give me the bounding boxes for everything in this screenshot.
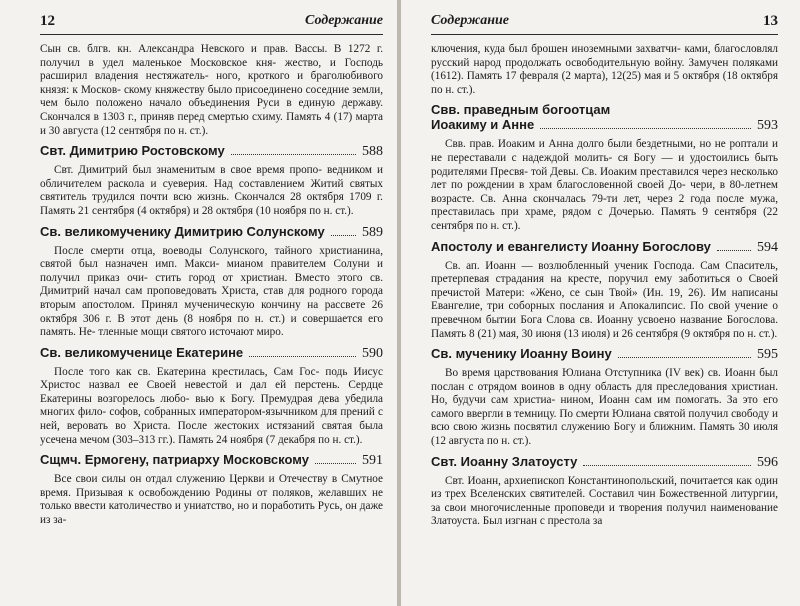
text-line: ного, кроткого и браголюбивого князя: к Москов- <box>40 70 383 96</box>
text-line: (22 сентября по н. ст.). <box>431 206 778 232</box>
text-line: Бога Слова св. Иоанну усвоено название Богослова. <box>520 313 778 326</box>
entry-description <box>431 138 778 233</box>
continuation-paragraph <box>431 43 778 97</box>
text-line: жество, и Господь расширил владения нестяжатель- <box>40 56 383 83</box>
entry-description <box>40 366 383 448</box>
text-line: многочисленные проповеди и творения получил <box>470 501 707 514</box>
text-line: для преследования христиан. Но, будучи сам христиа- <box>431 380 779 407</box>
text-line: истязаний святая была усечена мечом (303–313 гг.). <box>40 420 384 446</box>
text-line: Апокалипсис. По свой учение о превечном бытии <box>431 300 778 326</box>
text-line: в единую державу. Скончался в 1303 г., приняв <box>40 97 383 123</box>
text-line: (18 октября по н. ст.). <box>431 70 779 96</box>
entry-title-line2: Иоакиму и Анне <box>431 117 535 133</box>
text-line: вью к Богу. Премудрая дева убедила многих фило- <box>40 392 384 419</box>
text-line: почитается как один из трех Вселенских святителей. <box>431 474 778 501</box>
text-line: Сын св. блгв. кн. Александра Невского и прав. Вассы. <box>40 43 328 55</box>
right-page-body <box>431 43 778 529</box>
entry-description <box>431 260 778 342</box>
text-line: 79-ти лет, через 2 года после мужа, преставилась <box>431 192 778 219</box>
text-line: Память 24 ноября (7 декабря по н. ст.). <box>178 433 363 446</box>
entry-heading <box>431 454 778 471</box>
text-line: Во время царствования Юлиана Отступника (IV век) <box>445 367 704 380</box>
text-line: (8 ноября по н. ст.) и совершается его память. Не- <box>40 312 383 339</box>
leader-dots <box>717 250 751 251</box>
leader-dots <box>618 357 751 358</box>
text-line: христианина, святой был назначен имп. Макси- <box>40 244 384 271</box>
text-line: тленные мощи святого источают миро. <box>98 326 284 339</box>
entry-page-number: 590 <box>362 345 383 361</box>
text-line: той Девы. Св. Иоаким преставился через несколько <box>530 165 778 178</box>
entry-title: Апостолу и евангелисту Иоанну Богослову <box>431 238 711 254</box>
entry-title: Свт. Димитрию Ростовскому <box>40 143 225 159</box>
entry-description <box>40 164 383 218</box>
running-head-left <box>40 10 383 35</box>
page-number: 12 <box>40 13 55 29</box>
entry-page-number: 596 <box>757 454 778 470</box>
entry-heading <box>431 346 778 363</box>
left-page-body <box>40 43 383 528</box>
text-line: Им написаны Евангелие, три соборных послания и <box>431 286 778 313</box>
leader-dots <box>249 356 356 357</box>
text-line: Все свои силы он отдал служению Церкви и Отечеству <box>54 473 328 486</box>
text-line: Свт. Димитрий был знаменитым в свое время пропо- <box>54 164 322 177</box>
entry-heading <box>40 143 383 160</box>
text-line: мианом правителем Солуни и получил приказ очи- <box>40 258 383 284</box>
entry-title: Св. мученику Иоанну Воину <box>431 346 612 362</box>
text-line: кончину на рассвете 26 октября 306 г. В этот день <box>40 298 383 325</box>
text-line: скому княжеству было присоединено соседние <box>123 83 350 96</box>
text-line: Спаситель, претерпевая страдания на кресте, поручил <box>431 259 778 286</box>
text-line: в Смутное время. Призывая к освобождению Родины <box>40 473 383 499</box>
text-line: Свт. Иоанн, архиепископ Константинопольский, <box>445 474 677 487</box>
text-line: Память 8 (21) мая, 30 июня (13 июля) и 26 сентября <box>431 327 679 340</box>
entry-heading <box>40 224 383 241</box>
text-line: св. Иоанн был послан с отрядом воинов в одну область <box>431 367 779 393</box>
text-line: Память 17 февраля (2 марта), 12(25) мая и 5 октября <box>466 70 720 83</box>
text-line: подь Иисус Христос назвал ее Своей невестой и дал <box>40 365 383 392</box>
entry-title: Св. великомученице Екатерине <box>40 344 244 360</box>
text-line: софов, собранных императором-язычником для <box>109 406 338 419</box>
page-number: 13 <box>763 13 778 29</box>
entry-heading <box>431 239 778 256</box>
text-line: Память 21 сентября (4 октября) и 28 октября (10 ноября <box>40 204 307 217</box>
text-line: земли, чем было положено начало объединения Руси <box>40 83 384 110</box>
entry-heading <box>431 102 778 134</box>
text-line: В 1272 г. получил в удел маленькое Московское кня- <box>40 43 383 69</box>
text-line: ей перстень. Сердце Екатерины возгорелось любо- <box>40 379 383 405</box>
text-line: ведником и обличителем раскола и суеверия. Над <box>40 164 384 190</box>
entry-heading <box>40 345 383 362</box>
entry-title: Свт. Иоанну Златоусту <box>431 453 578 469</box>
entry-title: Свв. праведным богоотцам <box>431 102 611 118</box>
text-line: освободительную войну. Замучен поляками (1612). <box>431 56 779 83</box>
text-line: и униатство, но и поработить Русь, он даже из за- <box>40 500 383 527</box>
entry-title: Сщмч. Ермогену, патриарху Московскому <box>40 452 309 468</box>
running-title: Содержание <box>305 13 383 28</box>
entry-description <box>431 475 778 529</box>
text-line: ками, благословлял русский народ продолжать <box>431 43 778 69</box>
text-line: лет по рождении в храм благословенной своей До- <box>431 179 686 192</box>
entry-description <box>431 367 778 449</box>
entry-heading <box>40 452 383 469</box>
leader-dots <box>231 154 356 155</box>
leader-dots <box>315 463 356 464</box>
leader-dots <box>540 128 751 129</box>
entry-page-number: 588 <box>362 144 383 160</box>
text-line: Свв. прав. Иоаким и Анна долго были бездетными, <box>445 138 696 151</box>
text-line: После того как св. Екатерина крестилась, Сам Гос- <box>54 365 320 378</box>
text-line: но не роптали и не переставали с надеждой молить- <box>431 138 778 164</box>
text-line: стить город от христиан. Вместо этого св. Димитрий <box>40 271 383 298</box>
text-line: перед смертью схиму. Память 4 (17) марта и 30 августа <box>40 110 384 137</box>
text-line: (12 сентября по н. ст.). <box>100 124 209 137</box>
leader-dots <box>583 465 751 466</box>
text-line: нином, Иоанн сам им помогать. За это его самого <box>431 394 778 420</box>
text-line: (9 октября по н. ст.). <box>680 327 778 340</box>
text-line: составлением Житий святых святитель трудился <box>40 177 384 204</box>
right-page <box>401 0 800 606</box>
entry-page-number: 594 <box>757 239 778 255</box>
left-page <box>0 0 397 606</box>
leader-dots <box>331 235 356 236</box>
text-line: После смерти отца, воеводы Солунского, тайного <box>54 244 313 257</box>
text-line: начал сам проповедовать Христа, став для родного <box>93 285 348 298</box>
entry-page-number: 589 <box>362 224 383 240</box>
text-line: наименование Златоуста. Был изгнан с престола за <box>431 501 778 528</box>
entry-page-number: 593 <box>757 118 778 134</box>
text-line: прений с ней, веровать во Христа. После жестоких <box>40 406 384 433</box>
text-line: свободу и всю свою жизнь посвятил служению Богу и <box>431 407 778 434</box>
text-line: ближним. Память 30 июля (12 августа по н. ст.). <box>431 421 779 448</box>
text-line: се сын Твой» (Ин. 19, 26). <box>569 286 706 299</box>
continuation-paragraph <box>40 43 383 138</box>
text-line: ввергли в темницу. По смерти Юлиана святой получил <box>466 407 729 420</box>
text-line: ся Богу — и удостоились быть родителями Пресвя- <box>431 151 778 178</box>
entry-description <box>40 245 383 340</box>
running-head-right <box>431 10 778 35</box>
text-line: ключения, куда был брошен иноземными захватчи- <box>431 43 681 55</box>
entry-page-number: 595 <box>757 347 778 363</box>
running-title: Содержание <box>431 13 509 28</box>
text-line: ему заботиться о Своей пречистой Матери: «Жено, <box>431 273 778 299</box>
text-line: по н. ст.). <box>309 204 354 217</box>
text-line: города вторым апостолом. Принял мученическую <box>40 285 383 311</box>
entry-title: Св. великомученику Димитрию Солунскому <box>40 223 325 239</box>
text-line: Составил чин Божественной литургии, за свои <box>431 488 778 514</box>
text-line: Св. ап. Иоанн — возлюбленный ученик Господа. Сам <box>445 259 720 272</box>
text-line: при храме, рядом с Дочерью. Память 9 сентября <box>501 206 757 219</box>
text-line: почти всю жизнь. Скончался 28 октября 1709 г. <box>140 191 383 204</box>
text-line: чери, в 80-летнем возрасте. Св. Анна скончалась <box>431 179 779 205</box>
entry-heading-line <box>431 117 778 134</box>
entry-page-number: 591 <box>362 453 383 469</box>
entry-description <box>40 473 383 527</box>
text-line: от поляков, желавших не только ввести католичество <box>40 486 384 513</box>
